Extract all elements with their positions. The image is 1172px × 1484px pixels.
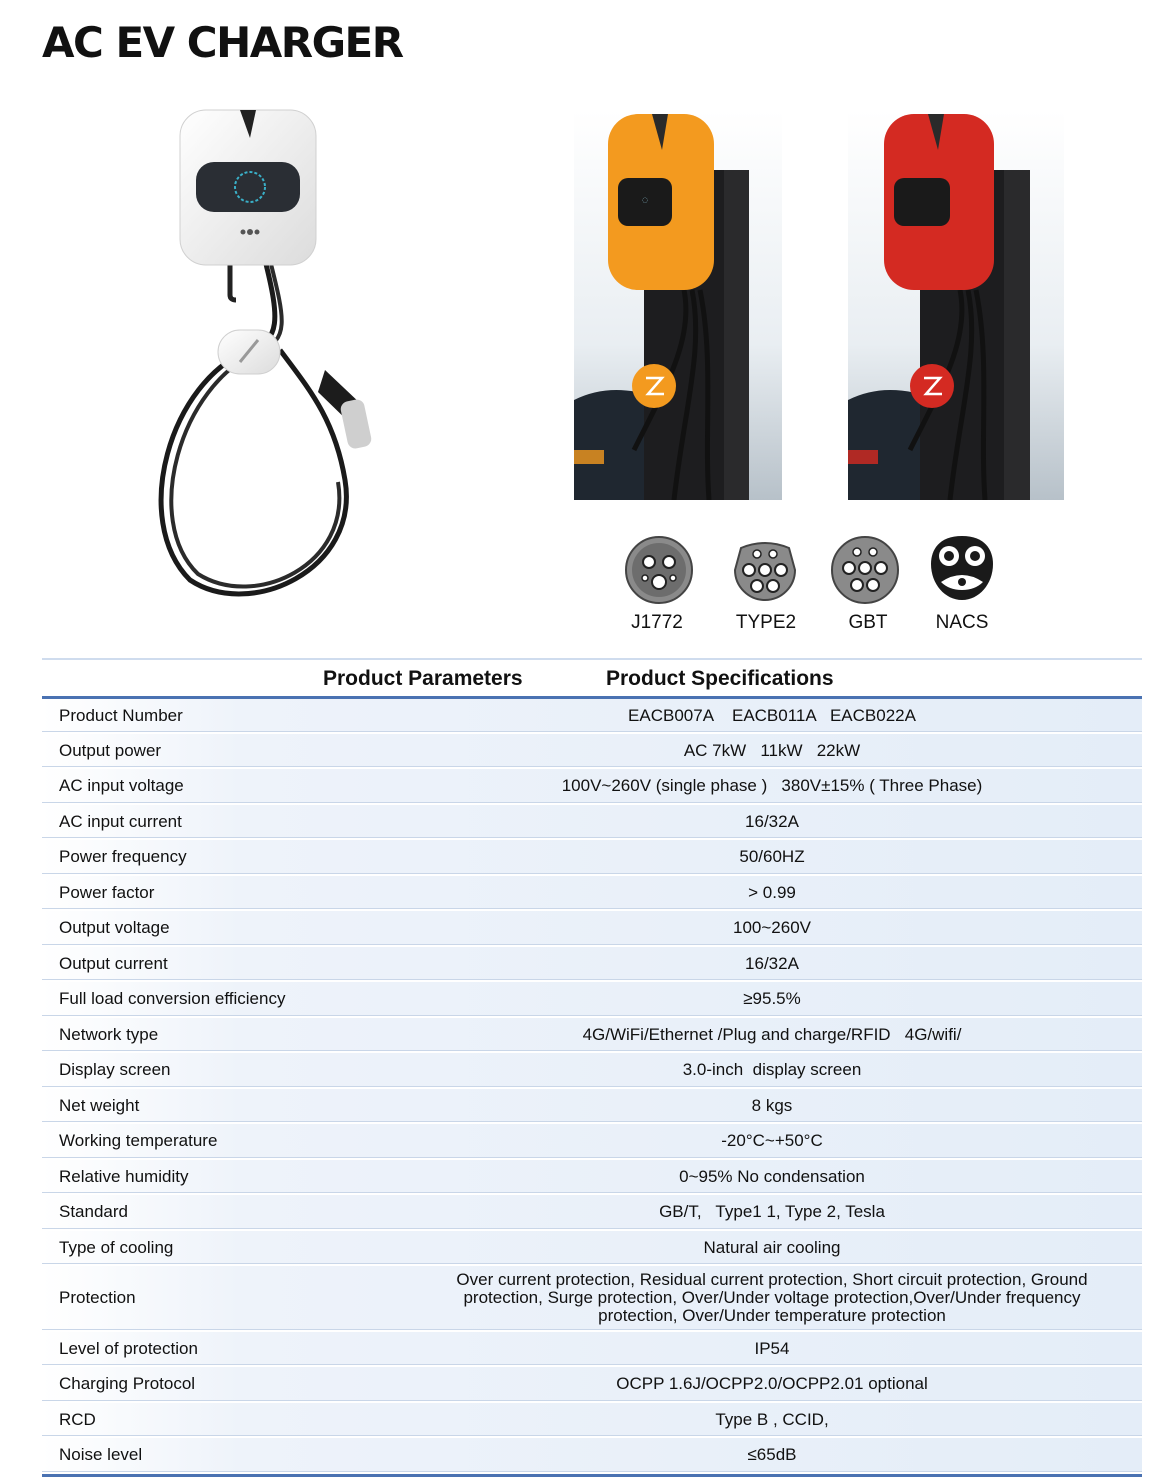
j1772-connector-icon	[623, 534, 695, 606]
table-row	[42, 734, 1142, 769]
value-cell: 100~260V	[733, 918, 811, 937]
value-cell: ≥95.5%	[743, 989, 801, 1008]
value-cell: 100V~260V (single phase ) 380V±15% ( Three Phase)	[561, 776, 983, 795]
table-row	[42, 1160, 1142, 1195]
value-cell: 4G/WiFi/Ethernet /Plug and charge/RFID 4G/wifi/	[582, 1024, 962, 1044]
nacs-connector-icon	[927, 532, 997, 604]
gbt-connector-icon	[829, 534, 901, 606]
param-cell: Working temperature	[59, 1131, 218, 1150]
table-row	[42, 1018, 1142, 1053]
table-row	[42, 1089, 1142, 1124]
param-cell: Relative humidity	[59, 1166, 189, 1186]
spec-table-body	[42, 699, 1142, 1474]
svg-text:◌: ◌	[641, 196, 649, 204]
connector-label-j1772: J1772	[631, 612, 683, 633]
param-cell: Display screen	[59, 1060, 171, 1079]
table-row	[42, 769, 1142, 805]
value-cell: Type B , CCID,	[715, 1409, 829, 1429]
table-row	[42, 982, 1142, 1018]
value-cell: OCPP 1.6J/OCPP2.0/OCPP2.01 optional	[616, 1374, 928, 1393]
page-title: AC EV CHARGER	[42, 18, 403, 67]
table-row	[42, 1438, 1142, 1474]
value-cell: 0~95% No condensation	[679, 1166, 865, 1186]
white-wall-charger-image	[130, 100, 390, 610]
value-cell: 50/60HZ	[739, 847, 805, 866]
connector-label-nacs: NACS	[935, 612, 989, 633]
param-cell: Output voltage	[59, 918, 170, 937]
param-cell: AC input voltage	[59, 776, 184, 795]
table-row	[42, 1403, 1142, 1438]
value-cell: GB/T, Type1 1, Type 2, Tesla	[659, 1202, 885, 1221]
table-row	[42, 805, 1142, 840]
param-cell: RCD	[59, 1409, 96, 1429]
header-product-specifications: Product Specifications	[606, 667, 834, 690]
param-cell: Power factor	[59, 882, 155, 902]
red-pedestal-charger-image	[848, 110, 1064, 500]
type2-connector-icon	[729, 534, 801, 606]
table-bottom-border	[42, 1474, 1142, 1477]
param-cell: Standard	[59, 1202, 128, 1221]
orange-pedestal-charger-image	[574, 110, 782, 500]
value-cell: IP54	[754, 1338, 790, 1358]
spec-table	[42, 658, 1142, 1477]
table-row	[42, 1332, 1142, 1367]
connector-label-type2: TYPE2	[735, 612, 797, 633]
connector-label-gbt: GBT	[848, 612, 888, 633]
spec-table-header	[42, 660, 1142, 699]
param-cell: Type of cooling	[59, 1237, 174, 1257]
value-cell: ≤65dB	[747, 1445, 797, 1464]
param-cell: Protection	[59, 1288, 136, 1307]
table-row	[42, 1053, 1142, 1089]
param-cell: Output power	[59, 740, 162, 760]
table-row	[42, 876, 1142, 911]
table-row	[42, 1195, 1142, 1231]
value-cell: Over current protection, Residual current protection, Short circuit protection, Ground protection, Surge protection, Over/Under voltage protection,Over/Under frequency protection, Over/Under temperature protection	[456, 1270, 1093, 1325]
param-cell: Product Number	[59, 705, 183, 725]
value-cell: 16/32A	[745, 953, 799, 973]
param-cell: Noise level	[59, 1445, 143, 1464]
table-row	[42, 947, 1142, 982]
value-cell: Natural air cooling	[703, 1237, 841, 1257]
param-cell: AC input current	[59, 811, 182, 831]
value-cell: EACB007A EACB011A EACB022A	[628, 705, 916, 725]
table-row	[42, 1367, 1142, 1403]
param-cell: Output current	[59, 953, 168, 973]
value-cell: 3.0-inch display screen	[682, 1060, 862, 1079]
table-row	[42, 911, 1142, 947]
table-row	[42, 840, 1142, 876]
value-cell: > 0.99	[748, 882, 796, 902]
param-cell: Network type	[59, 1024, 159, 1044]
table-row	[42, 699, 1142, 734]
value-cell: 8 kgs	[751, 1095, 793, 1115]
table-row	[42, 1231, 1142, 1266]
table-row	[42, 1124, 1142, 1160]
param-cell: Level of protection	[59, 1338, 198, 1358]
param-cell: Net weight	[59, 1095, 140, 1115]
param-cell: Full load conversion efficiency	[59, 989, 286, 1008]
value-cell: -20°C~+50°C	[721, 1131, 823, 1150]
value-cell: AC 7kW 11kW 22kW	[683, 740, 861, 760]
param-cell: Charging Protocol	[59, 1374, 196, 1393]
table-row	[42, 1266, 1142, 1332]
param-cell: Power frequency	[59, 847, 187, 866]
value-cell: 16/32A	[745, 811, 799, 831]
header-product-parameters: Product Parameters	[323, 667, 523, 690]
